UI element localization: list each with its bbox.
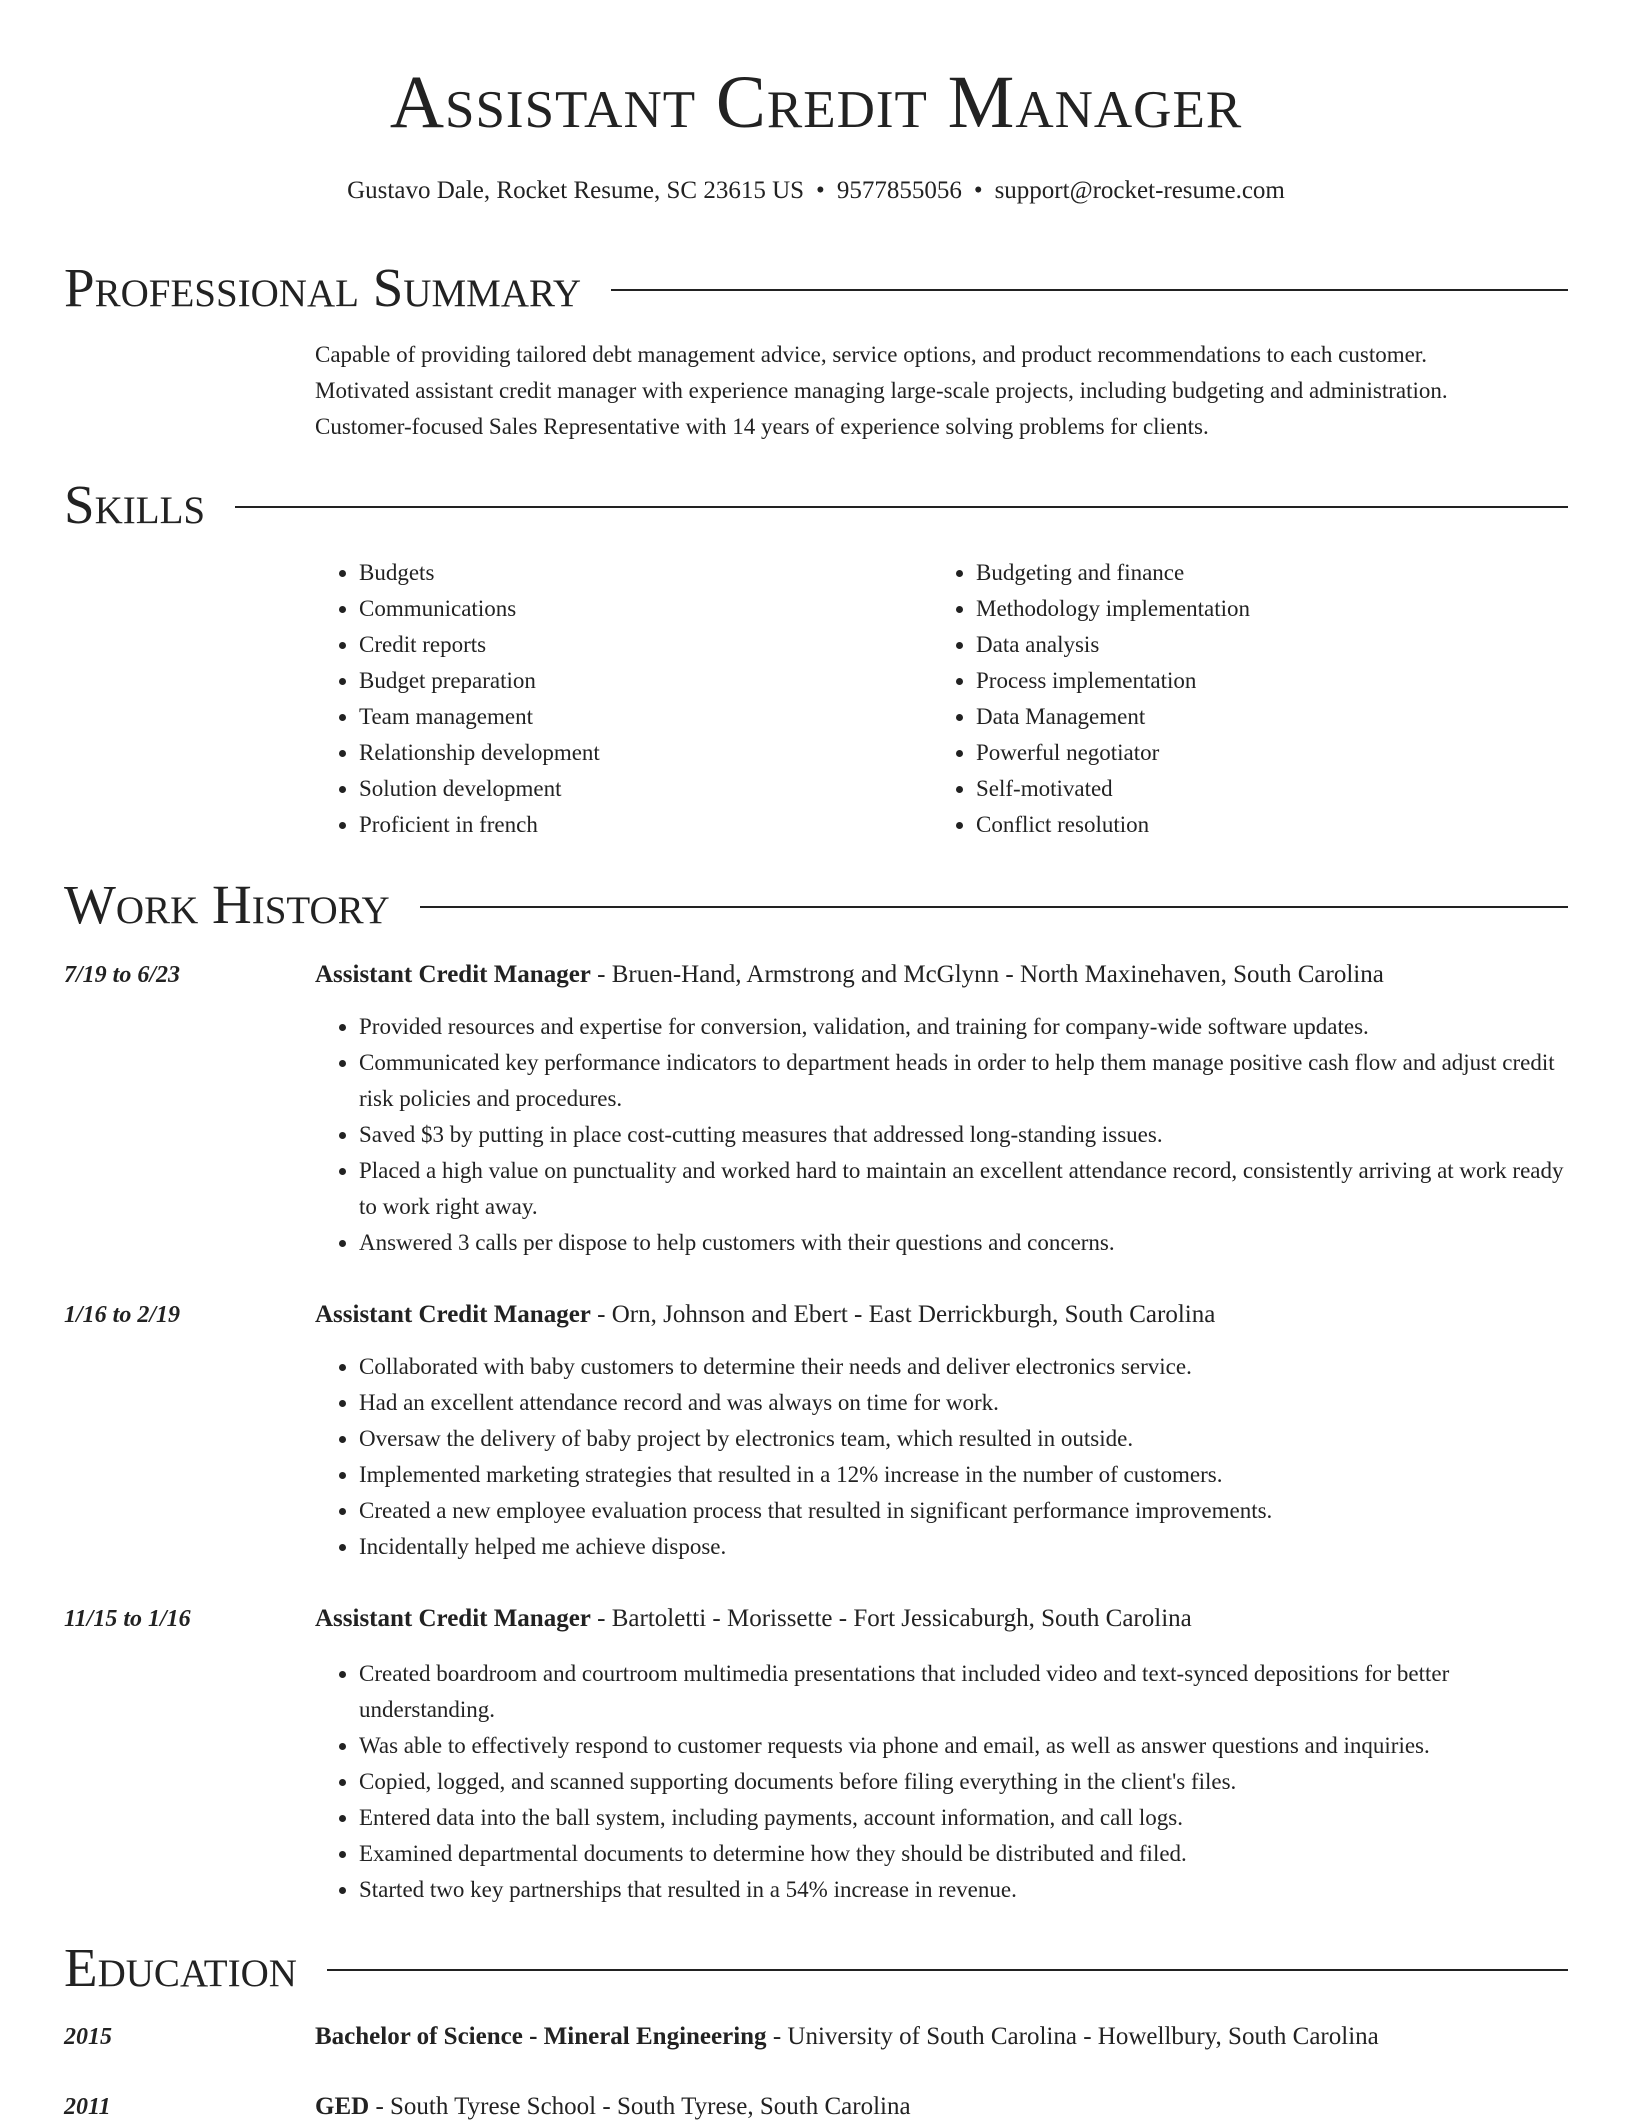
- education-heading: Education: [64, 1937, 297, 1998]
- section-divider: [420, 906, 1568, 908]
- contact-separator: •: [816, 177, 825, 204]
- contact-line: [0, 174, 1632, 208]
- summary-text: [315, 337, 1585, 445]
- section-divider: [611, 289, 1568, 291]
- summary-heading: Professional Summary: [64, 257, 582, 318]
- job-heading: [315, 957, 1605, 993]
- job-dates: 7/19 to 6/23: [64, 962, 181, 988]
- skill-item: • Credit reports: [359, 627, 915, 663]
- education-entry: [315, 2019, 1605, 2055]
- job-heading: [315, 1297, 1605, 1333]
- work-section-header: [64, 873, 1568, 937]
- job-bullet: • Was able to effectively respond to customer requests via phone and email, as well as answer questions and inquiries.: [359, 1728, 1585, 1764]
- job-employer: - Bruen-Hand, Armstrong and McGlynn - North Maxinehaven, South Carolina: [590, 961, 1384, 988]
- skill-item: • Budget preparation: [359, 663, 915, 699]
- summary-line: Motivated assistant credit manager with experience managing large-scale projects, including budgeting and administration.: [315, 378, 1448, 403]
- job-bullet: • Copied, logged, and scanned supporting documents before filing everything in the client's files.: [359, 1764, 1585, 1800]
- education-school: - South Tyrese School - South Tyrese, South Carolina: [369, 2093, 911, 2120]
- education-school: - University of South Carolina - Howellbury, South Carolina: [766, 2023, 1379, 2050]
- job-title: Assistant Credit Manager: [315, 1301, 591, 1328]
- job-bullet: • Created a new employee evaluation process that resulted in significant performance improvements.: [359, 1493, 1585, 1529]
- skills-list-left: [315, 555, 915, 843]
- skills-list-right: [932, 555, 1532, 843]
- skill-item: • Solution development: [359, 771, 915, 807]
- job-bullet: • Answered 3 calls per dispose to help customers with their questions and concerns.: [359, 1225, 1585, 1261]
- job-dates: 11/15 to 1/16: [64, 1606, 191, 1632]
- education-degree: Bachelor of Science - Mineral Engineering: [315, 2023, 767, 2050]
- contact-separator: •: [973, 177, 983, 204]
- skill-item: • Process implementation: [976, 663, 1532, 699]
- education-year: 2011: [64, 2094, 111, 2120]
- skill-item: • Powerful negotiator: [976, 735, 1532, 771]
- job-employer: - Orn, Johnson and Ebert - East Derrickburgh, South Carolina: [590, 1301, 1216, 1328]
- job-bullet: • Created boardroom and courtroom multimedia presentations that included video and text-synced depositions for better understanding.: [359, 1656, 1585, 1728]
- skill-item: • Relationship development: [359, 735, 915, 771]
- section-divider: [235, 506, 1568, 508]
- job-dates: 1/16 to 2/19: [64, 1302, 181, 1328]
- job-heading: [315, 1601, 1605, 1637]
- contact-address: Gustavo Dale, Rocket Resume, SC 23615 US: [347, 177, 805, 204]
- skill-item: • Data analysis: [976, 627, 1532, 663]
- job-bullets: [315, 1656, 1585, 1908]
- skill-item: • Data Management: [976, 699, 1532, 735]
- job-bullet: • Had an excellent attendance record and was always on time for work.: [359, 1385, 1585, 1421]
- skill-item: • Budgets: [359, 555, 915, 591]
- job-bullet: • Saved $3 by putting in place cost-cutting measures that addressed long-standing issues.: [359, 1117, 1585, 1153]
- education-section-header: [64, 1936, 1568, 2000]
- job-bullet: • Placed a high value on punctuality and worked hard to maintain an excellent attendance record, consistently arriving at work ready to work right away.: [359, 1153, 1585, 1225]
- job-employer: - Bartoletti - Morissette - Fort Jessicaburgh, South Carolina: [590, 1605, 1192, 1632]
- contact-phone: 9577855056: [836, 177, 962, 204]
- skill-item: • Conflict resolution: [976, 807, 1532, 843]
- job-bullet: • Oversaw the delivery of baby project by electronics team, which resulted in outside.: [359, 1421, 1585, 1457]
- job-bullet: • Implemented marketing strategies that resulted in a 12% increase in the number of customers.: [359, 1457, 1585, 1493]
- education-year: 2015: [64, 2024, 112, 2050]
- skills-heading: Skills: [64, 474, 206, 535]
- job-bullet: • Communicated key performance indicators to department heads in order to help them manage positive cash flow and adjust credit risk policies and procedures.: [359, 1045, 1585, 1117]
- work-heading: Work History: [64, 874, 390, 935]
- summary-line: Capable of providing tailored debt management advice, service options, and product recommendations to each customer.: [315, 342, 1427, 367]
- contact-email: support@rocket-resume.com: [994, 177, 1285, 204]
- job-bullet: • Provided resources and expertise for conversion, validation, and training for company-wide software updates.: [359, 1009, 1585, 1045]
- job-title: Assistant Credit Manager: [315, 961, 591, 988]
- section-divider: [327, 1969, 1568, 1971]
- skill-item: • Methodology implementation: [976, 591, 1532, 627]
- job-bullet: • Examined departmental documents to determine how they should be distributed and filed.: [359, 1836, 1585, 1872]
- summary-line: Customer-focused Sales Representative with 14 years of experience solving problems for clients.: [315, 414, 1209, 439]
- skill-item: • Self-motivated: [976, 771, 1532, 807]
- skills-section-header: [64, 473, 1568, 537]
- job-bullet: • Entered data into the ball system, including payments, account information, and call logs.: [359, 1800, 1585, 1836]
- skill-item: • Communications: [359, 591, 915, 627]
- job-bullets: [315, 1349, 1585, 1565]
- job-title: Assistant Credit Manager: [315, 1605, 591, 1632]
- skill-item: • Proficient in french: [359, 807, 915, 843]
- job-bullets: [315, 1009, 1585, 1261]
- education-entry: [315, 2089, 1605, 2125]
- resume-title: Assistant Credit Manager: [389, 61, 1243, 144]
- skill-item: • Team management: [359, 699, 915, 735]
- job-bullet: • Started two key partnerships that resulted in a 54% increase in revenue.: [359, 1872, 1585, 1908]
- job-bullet: • Incidentally helped me achieve dispose.: [359, 1529, 1585, 1565]
- job-bullet: • Collaborated with baby customers to determine their needs and deliver electronics service.: [359, 1349, 1585, 1385]
- summary-section-header: [64, 256, 1568, 320]
- education-degree: GED: [315, 2093, 370, 2120]
- skill-item: • Budgeting and finance: [976, 555, 1532, 591]
